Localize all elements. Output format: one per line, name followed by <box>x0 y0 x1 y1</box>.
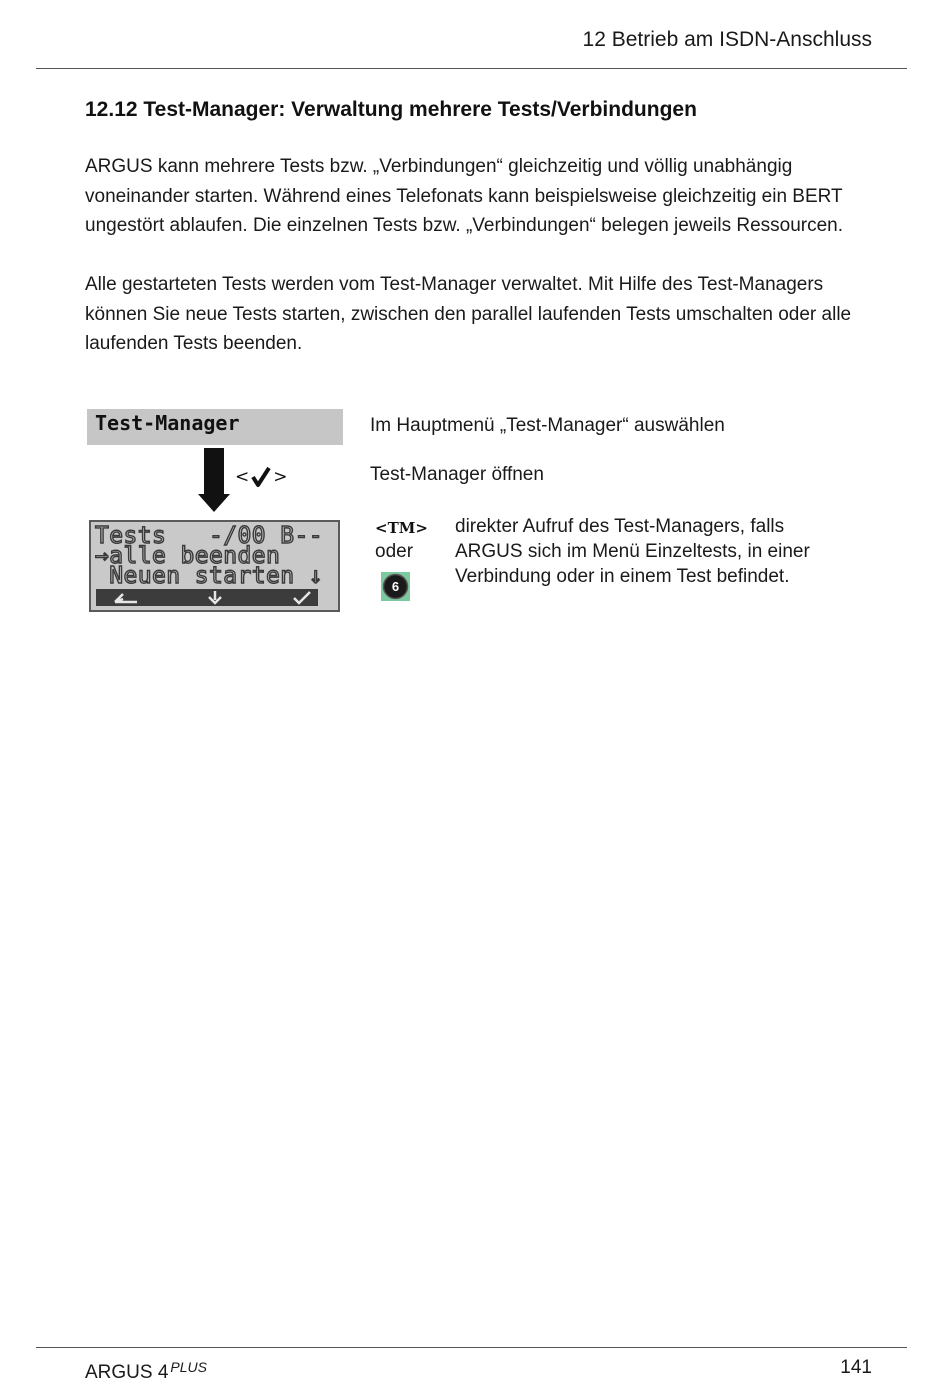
lcd-softkey-bar <box>96 589 318 606</box>
ok-key <box>235 466 288 488</box>
intro-paragraph: ARGUS kann mehrere Tests bzw. „Verbindungen“ gleichzeitig und völlig unabhängig voneinander starten. Während eines Telefonats kann beispielsweise gleichzeitig ein BERT ungestört ablaufen. Die einzelnen Tests bzw. „Verbindungen“ belegen jeweils Ressourcen. <box>85 156 844 236</box>
step-select-text: Im Hauptmenü „Test-Manager“ auswählen <box>370 415 725 436</box>
tm-key: <TM> <box>375 519 428 537</box>
down-arrow-icon <box>198 448 232 514</box>
step-open-text: Test-Manager öffnen <box>370 464 544 485</box>
footer-product <box>85 1359 207 1384</box>
lcd-line-start-new: Neuen starten ↓ <box>95 563 323 589</box>
up-arrow-icon <box>112 590 140 605</box>
check-icon <box>292 590 312 605</box>
menu-item-test-manager <box>87 409 343 445</box>
lcd-line-end-all: →alle beenden <box>95 543 281 569</box>
section-title: 12.12 Test-Manager: Verwaltung mehrere Tests/Verbindungen <box>85 98 697 121</box>
header-rule <box>36 68 907 69</box>
check-icon <box>251 466 271 488</box>
key-bracket-close: > <box>273 467 288 487</box>
key-6-icon <box>381 572 410 601</box>
footer-product-name: ARGUS 4 <box>85 1362 169 1383</box>
manager-paragraph: Alle gestarteten Tests werden vom Test-Manager verwaltet. Mit Hilfe des Test-Managers können Sie neue Tests starten, zwischen den parallel laufenden Tests umschalten oder alle laufenden Tests beenden. <box>85 274 852 354</box>
page-number: 141 <box>840 1357 872 1378</box>
direct-call-text: direkter Aufruf des Test-Managers, falls ARGUS sich im Menü Einzeltests, in einer Verbindung oder in einem Test befindet. <box>455 516 810 587</box>
lcd-line-status: Tests -/00 B-- <box>95 523 323 549</box>
key-bracket-open: < <box>235 467 250 487</box>
or-label: oder <box>375 541 414 562</box>
down-arrow-icon <box>206 590 224 605</box>
footer-product-sup: PLUS <box>170 1359 207 1375</box>
menu-item-label: Test-Manager <box>95 411 240 435</box>
footer-rule <box>36 1347 907 1348</box>
lcd-display <box>89 520 340 612</box>
chapter-header: 12 Betrieb am ISDN-Anschluss <box>582 28 872 51</box>
key-6-digit: 6 <box>391 579 400 594</box>
